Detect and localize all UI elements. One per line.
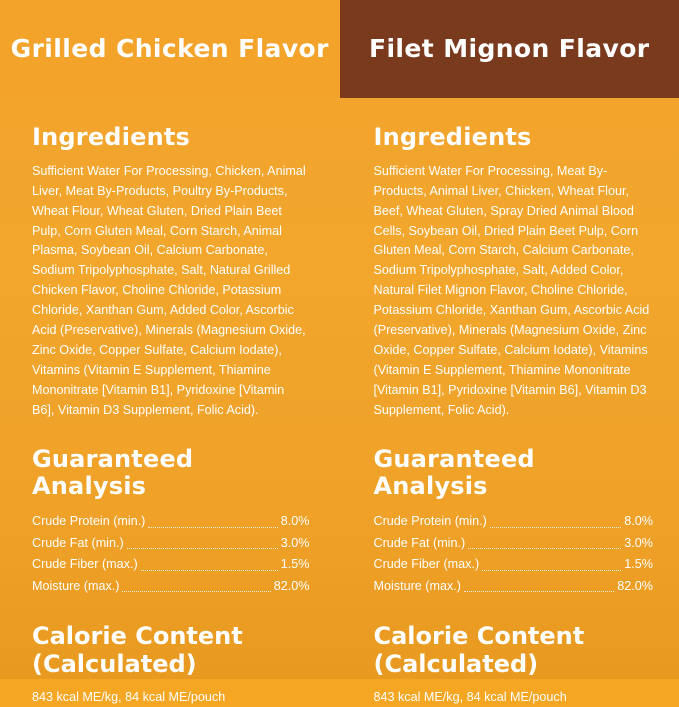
flavor-title-right: Filet Mignon Flavor: [369, 35, 650, 63]
leader-dots: [490, 526, 621, 528]
ga-label: Crude Fiber (max.): [32, 555, 138, 575]
ingredients-text-left: Sufficient Water For Processing, Chicken, Animal Liver, Meat By-Products, Poultry By-Products, Wheat Flour, Wheat Gluten, Dried Plain Beet Pulp, Corn Gluten Meal, Corn Starch, Animal Plasma, Soybean Oil, Calcium Carbonate, Sodium Tripolyphosphate, Salt, Natural Grilled Chicken Flavor, Choline Chloride, Potassium Chloride, Xanthan Gum, Added Color, Ascorbic Acid (Preservative), Minerals (Magnesium Oxide, Zinc Oxide, Copper Sulfate, Calcium Iodate), Vitamins (Vitamin E Supplement, Thiamine Mononitrate [Vitamin B1], Pyridoxine [Vitamin B6], Vitamin D3 Supplement, Folic Acid).: [32, 162, 310, 421]
ga-label: Crude Fiber (max.): [374, 555, 480, 575]
table-row: [374, 511, 654, 533]
guaranteed-analysis-list-right: [374, 511, 654, 597]
ingredients-heading-left: Ingredients: [32, 124, 310, 151]
leader-dots: [482, 569, 621, 571]
guaranteed-analysis-heading-left: Guaranteed Analysis: [32, 446, 310, 500]
ga-value: 8.0%: [281, 512, 310, 532]
flavor-title-left: Grilled Chicken Flavor: [11, 35, 329, 63]
ga-label: Moisture (max.): [32, 577, 119, 597]
ga-value: 8.0%: [624, 512, 653, 532]
spacer: [374, 420, 654, 446]
ga-value: 82.0%: [617, 577, 653, 597]
table-row: [374, 576, 654, 598]
leader-dots: [122, 590, 270, 592]
table-row: [32, 554, 310, 576]
guaranteed-analysis-heading-right: Guaranteed Analysis: [374, 446, 654, 500]
table-row: [32, 511, 310, 533]
leader-dots: [148, 526, 277, 528]
calorie-content-heading-left: Calorie Content (Calculated): [32, 623, 310, 678]
flavor-header-right: [340, 0, 679, 98]
calorie-content-text-left: 843 kcal ME/kg, 84 kcal ME/pouch: [32, 688, 310, 707]
ga-label: Moisture (max.): [374, 577, 461, 597]
ga-label: Crude Protein (min.): [32, 512, 145, 532]
guaranteed-analysis-list-left: [32, 511, 310, 597]
table-row: [32, 533, 310, 555]
spacer: [374, 597, 654, 623]
ga-value: 82.0%: [274, 577, 310, 597]
leader-dots: [127, 547, 278, 549]
flavor-header-left: [0, 0, 340, 98]
ga-label: Crude Fat (min.): [374, 534, 466, 554]
flavor-header-row: [0, 0, 679, 98]
ga-label: Crude Protein (min.): [374, 512, 487, 532]
ingredients-text-right: Sufficient Water For Processing, Meat By-Products, Animal Liver, Chicken, Wheat Flour, Beef, Wheat Gluten, Spray Dried Animal Blood Cells, Soybean Oil, Dried Plain Beet Pulp, Corn Gluten Meal, Corn Starch, Calcium Carbonate, Sodium Tripolyphosphate, Salt, Added Color, Natural Filet Mignon Flavor, Choline Chloride, Potassium Chloride, Xanthan Gum, Ascorbic Acid (Preservative), Minerals (Magnesium Oxide, Zinc Oxide, Copper Sulfate, Calcium Iodate), Vitamins (Vitamin E Supplement, Thiamine Mononitrate [Vitamin B1], Pyridoxine [Vitamin B6], Vitamin D3 Supplement, Folic Acid).: [374, 162, 654, 421]
ga-value: 1.5%: [624, 555, 653, 575]
ga-value: 3.0%: [281, 534, 310, 554]
spacer: [32, 597, 310, 623]
leader-dots: [468, 547, 621, 549]
table-row: [374, 554, 654, 576]
ga-label: Crude Fat (min.): [32, 534, 124, 554]
ga-value: 1.5%: [281, 555, 310, 575]
ga-value: 3.0%: [624, 534, 653, 554]
table-row: [32, 576, 310, 598]
calorie-content-heading-right: Calorie Content (Calculated): [374, 623, 654, 678]
calorie-content-text-right: 843 kcal ME/kg, 84 kcal ME/pouch: [374, 688, 654, 707]
leader-dots: [141, 569, 278, 571]
spacer: [32, 420, 310, 446]
column-filet-mignon: [340, 98, 679, 707]
column-grilled-chicken: [0, 98, 340, 707]
content-columns: [0, 98, 679, 707]
table-row: [374, 533, 654, 555]
ingredients-heading-right: Ingredients: [374, 124, 654, 151]
leader-dots: [464, 590, 614, 592]
